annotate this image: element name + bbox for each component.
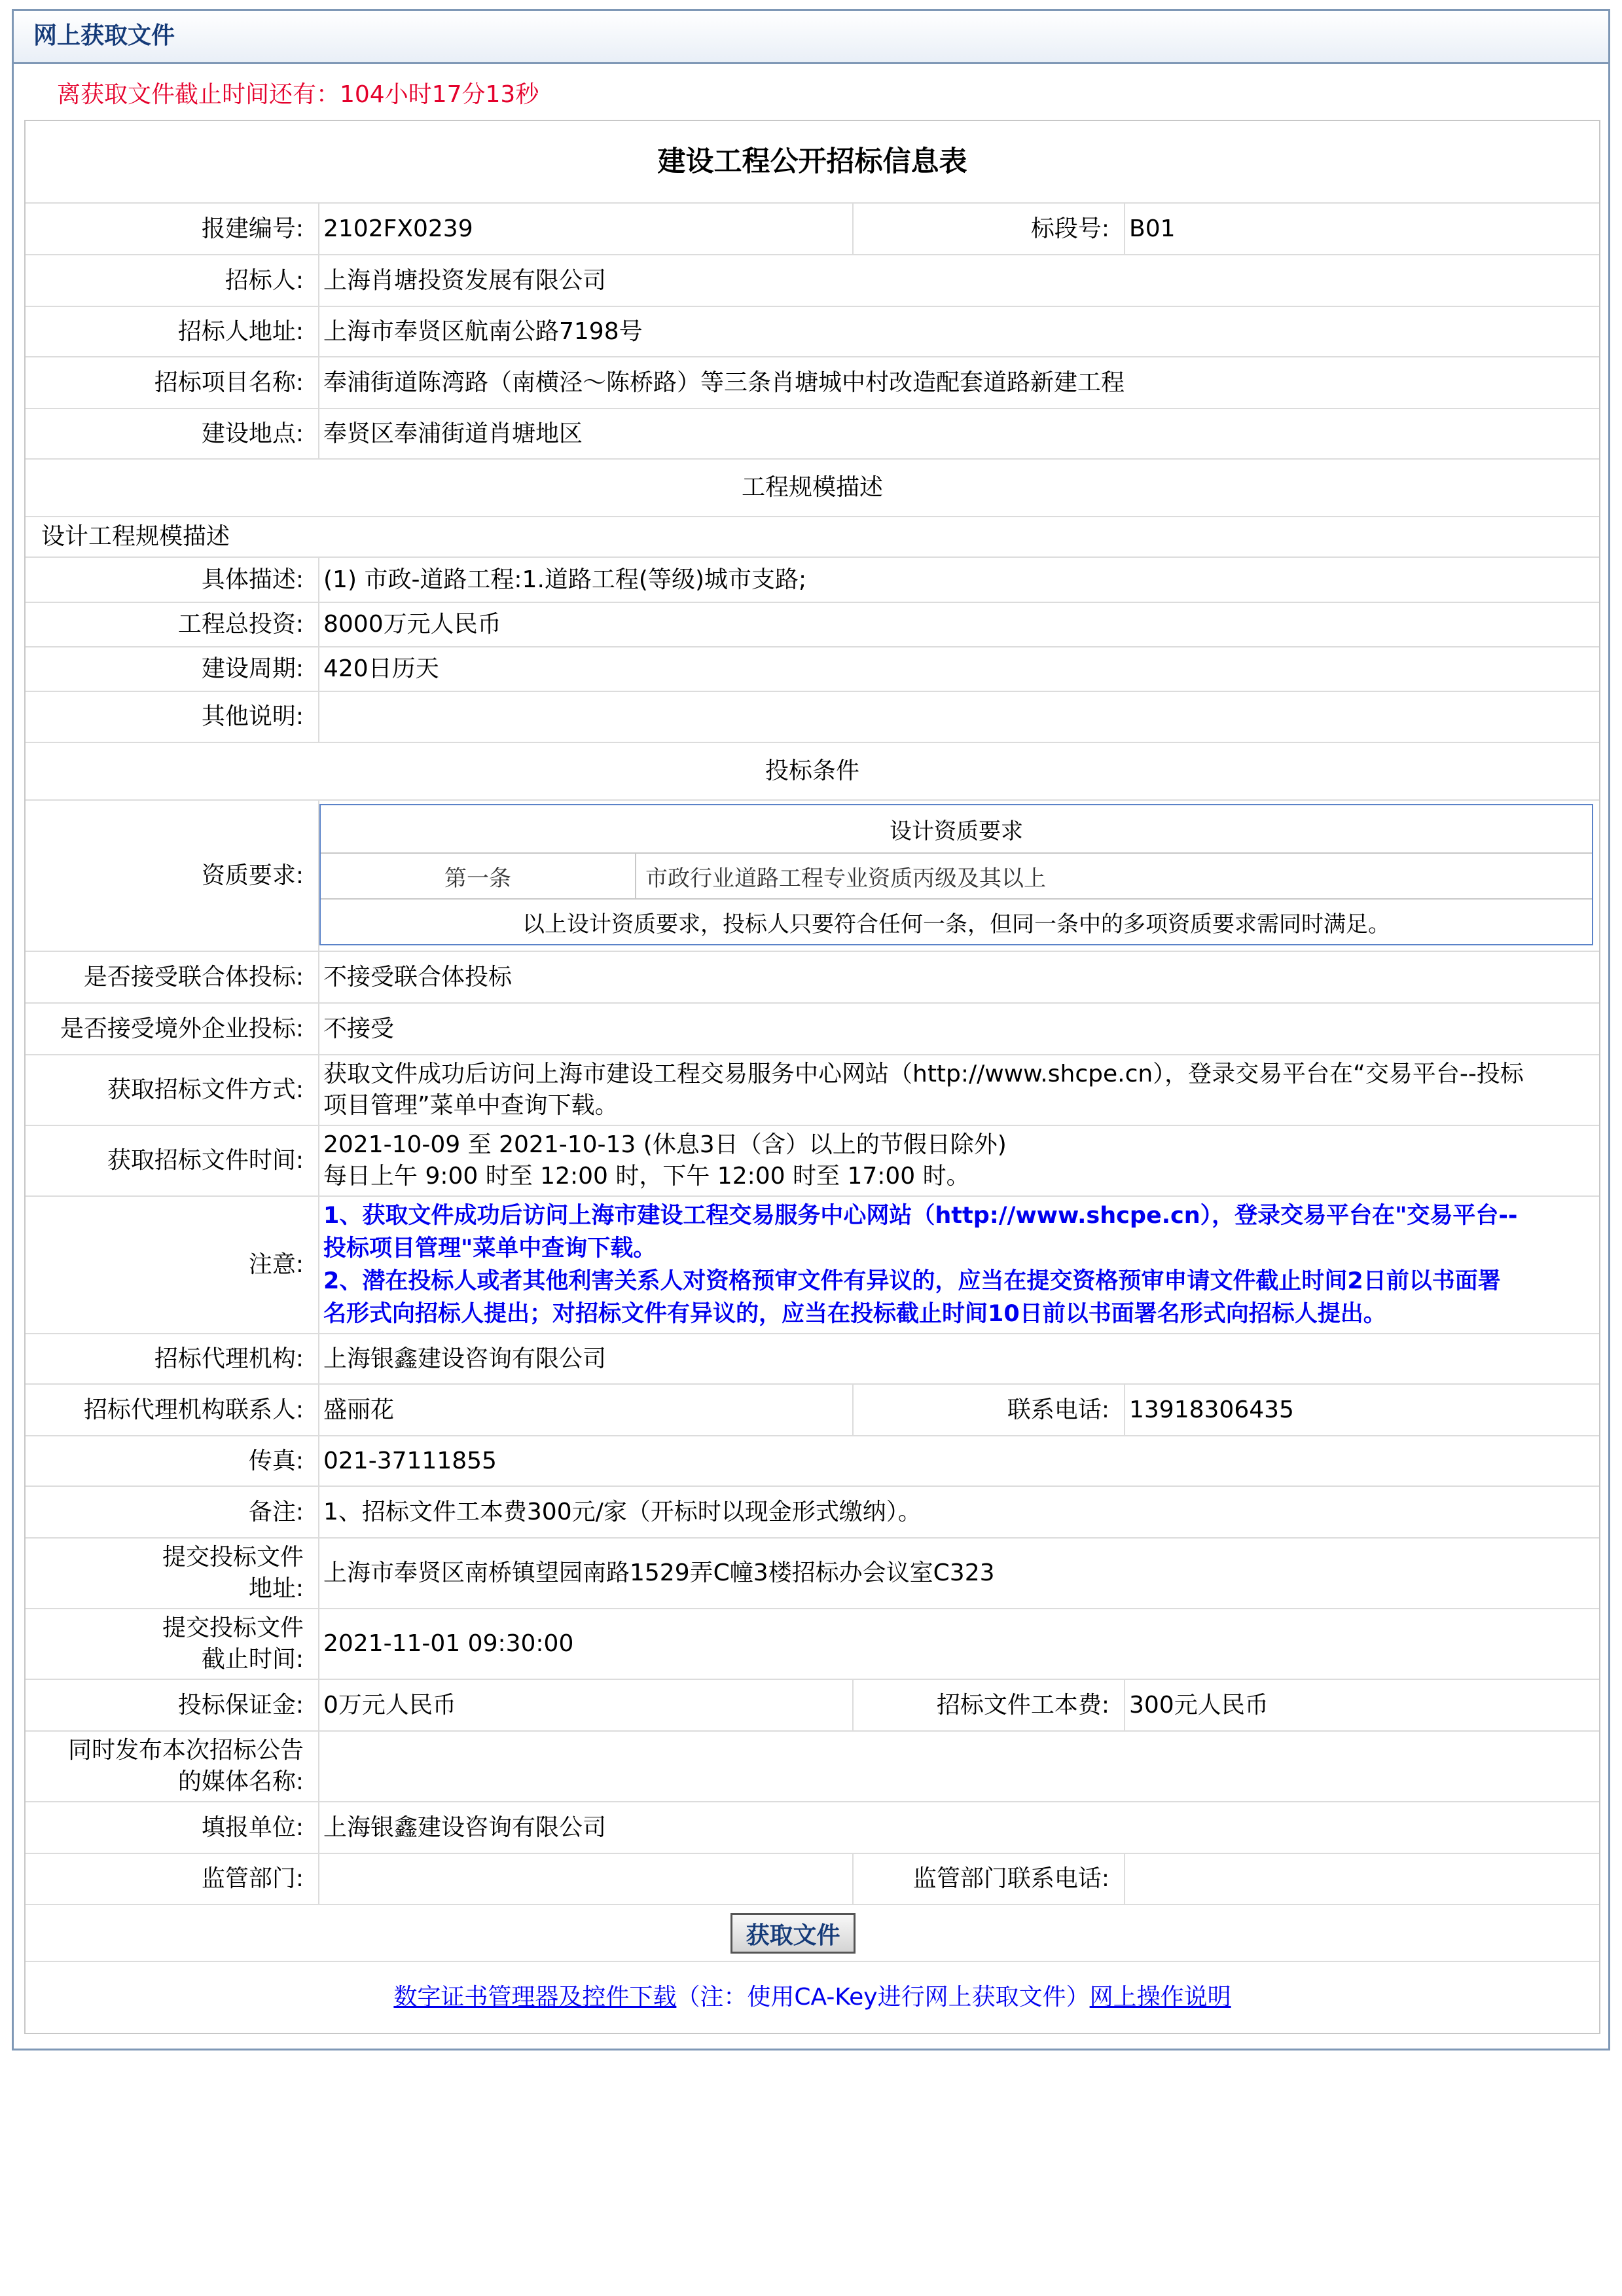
tenderer-value: 上海肖塘投资发展有限公司 xyxy=(323,266,607,294)
table-row xyxy=(26,602,1599,646)
fax-value: 021-37111855 xyxy=(323,1447,497,1474)
footer-links xyxy=(26,1962,1599,2033)
report-no-label: 报建编号: xyxy=(201,215,304,242)
phone-label: 联系电话: xyxy=(1007,1396,1109,1423)
report-no-value: 2102FX0239 xyxy=(323,215,473,242)
contact-value: 盛丽花 xyxy=(323,1396,395,1423)
filler-label: 填报单位: xyxy=(201,1813,304,1841)
investment-value: 8000万元人民币 xyxy=(323,611,501,638)
deadline-label-line: 提交投标文件 xyxy=(162,1614,304,1641)
frame-title: 网上获取文件 xyxy=(33,22,175,49)
submit-address-label-line: 地址: xyxy=(248,1575,304,1602)
phone-value: 13918306435 xyxy=(1129,1396,1294,1423)
footer-row xyxy=(26,1961,1599,2033)
qualification-item-row xyxy=(321,852,1592,898)
contact-label: 招标代理机构联系人: xyxy=(83,1396,304,1423)
media-label-line: 同时发布本次招标公告 xyxy=(67,1737,304,1764)
qualification-table xyxy=(319,804,1593,945)
deadline-label xyxy=(26,1609,318,1679)
submit-address-label xyxy=(26,1539,318,1608)
table-row xyxy=(26,202,1599,254)
foreign-value: 不接受 xyxy=(323,1015,395,1042)
frame-header xyxy=(14,11,1608,64)
deadline-label-line: 截止时间: xyxy=(201,1646,304,1673)
media-label-line: 的媒体名称: xyxy=(177,1768,304,1795)
button-row xyxy=(26,1904,1599,1961)
tenderer-address-label: 招标人地址: xyxy=(177,318,304,345)
time-line: 2021-10-09 至 2021-10-13 (休息3日（含）以上的节假日除外) xyxy=(323,1131,1007,1158)
qualification-title: 设计资质要求 xyxy=(890,818,1023,845)
section-value: B01 xyxy=(1129,215,1176,242)
qualification-note: 以上设计资质要求，投标人只要符合任何一条，但同一条中的多项资质要求需同时满足。 xyxy=(321,898,1592,944)
deadline-value: 2021-11-01 09:30:00 xyxy=(323,1630,574,1657)
notice-label: 注意: xyxy=(248,1251,304,1278)
section-label: 标段号: xyxy=(1030,215,1109,242)
table-row xyxy=(26,408,1599,458)
remark-value: 1、招标文件工本费300元/家（开标时以现金形式缴纳）。 xyxy=(323,1498,922,1525)
table-title-row xyxy=(26,121,1599,202)
fee-value: 300元人民币 xyxy=(1129,1691,1269,1719)
supervisor-phone-value xyxy=(1125,1854,1596,1904)
media-label xyxy=(26,1732,318,1801)
submit-address-value: 上海市奉贤区南桥镇望园南路1529弄C幢3楼招标办会议室C323 xyxy=(323,1559,995,1586)
notice-line: 2、潜在投标人或者其他利害关系人对资格预审文件有异议的，应当在提交资格预审申请文件截止时间2日前以书面署 xyxy=(323,1268,1501,1294)
description-value: (1) 市政-道路工程:1.道路工程(等级)城市支路; xyxy=(323,566,807,593)
period-label: 建设周期: xyxy=(201,655,304,682)
agency-value: 上海银鑫建设咨询有限公司 xyxy=(323,1345,607,1372)
scale-heading-row xyxy=(26,458,1599,516)
conditions-heading: 投标条件 xyxy=(765,757,859,784)
submit-address-label-line: 提交投标文件 xyxy=(162,1544,304,1571)
table-row xyxy=(26,1125,1599,1195)
bond-label: 投标保证金: xyxy=(177,1691,304,1719)
qualification-row xyxy=(26,799,1599,951)
get-file-button[interactable]: 获取文件 xyxy=(730,1913,856,1954)
table-row xyxy=(26,306,1599,356)
tender-info-table xyxy=(24,120,1600,2034)
time-line: 每日上午 9:00 时至 12:00 时，下午 12:00 时至 17:00 时。 xyxy=(323,1163,970,1190)
table-row xyxy=(26,1853,1599,1904)
table-row xyxy=(26,1537,1599,1608)
consortium-value: 不接受联合体投标 xyxy=(323,963,513,991)
table-row xyxy=(26,1485,1599,1537)
table-row xyxy=(26,254,1599,306)
conditions-heading-row xyxy=(26,742,1599,799)
operation-guide-link[interactable]: 网上操作说明 xyxy=(1089,1984,1231,2011)
table-row xyxy=(26,1730,1599,1801)
tenderer-label: 招标人: xyxy=(225,266,304,294)
consortium-label: 是否接受联合体投标: xyxy=(83,963,304,991)
fee-label: 招标文件工本费: xyxy=(936,1691,1109,1719)
method-line: 项目管理”菜单中查询下载。 xyxy=(323,1092,619,1119)
investment-label: 工程总投资: xyxy=(177,611,304,638)
period-value: 420日历天 xyxy=(323,655,439,682)
qualification-item-text: 市政行业道路工程专业资质丙级及其以上 xyxy=(645,865,1046,892)
table-row xyxy=(26,356,1599,408)
agency-label: 招标代理机构: xyxy=(154,1345,304,1372)
table-row xyxy=(26,1801,1599,1853)
method-label: 获取招标文件方式: xyxy=(107,1076,304,1103)
cert-manager-download-link[interactable]: 数字证书管理器及控件下载 xyxy=(393,1984,677,2011)
table-row xyxy=(26,646,1599,691)
table-title: 建设工程公开招标信息表 xyxy=(657,145,967,178)
project-name-label: 招标项目名称: xyxy=(154,369,304,396)
ca-key-note: （注：使用CA-Key进行网上获取文件） xyxy=(676,1984,1090,2011)
table-row xyxy=(26,691,1599,742)
design-scale-heading: 设计工程规模描述 xyxy=(41,523,230,550)
table-row xyxy=(26,1435,1599,1485)
table-row xyxy=(26,1002,1599,1054)
time-label: 获取招标文件时间: xyxy=(107,1147,304,1174)
countdown-text: 离获取文件截止时间还有：104小时17分13秒 xyxy=(57,81,539,108)
table-row xyxy=(26,556,1599,602)
notice-line: 1、获取文件成功后访问上海市建设工程交易服务中心网站（http://www.shcpe.cn），登录交易平台在"交易平台-- xyxy=(323,1203,1518,1229)
project-name-value: 奉浦街道陈湾路（南横泾～陈桥路）等三条肖塘城中村改造配套道路新建工程 xyxy=(323,369,1125,396)
notice-value xyxy=(319,1197,1596,1333)
remark-label: 备注: xyxy=(248,1498,304,1525)
description-label: 具体描述: xyxy=(201,566,304,593)
bond-value: 0万元人民币 xyxy=(323,1691,456,1719)
notice-line: 名形式向招标人提出；对招标文件有异议的，应当在投标截止时间10日前以书面署名形式向招标人提出。 xyxy=(323,1301,1386,1327)
table-row xyxy=(26,951,1599,1002)
site-value: 奉贤区奉浦街道肖塘地区 xyxy=(323,420,583,447)
supervisor-phone-label: 监管部门联系电话: xyxy=(912,1865,1109,1892)
supervisor-value xyxy=(319,1854,852,1904)
table-row xyxy=(26,1608,1599,1679)
scale-heading: 工程规模描述 xyxy=(741,474,883,501)
fax-label: 传真: xyxy=(248,1447,304,1474)
other-label: 其他说明: xyxy=(201,703,304,730)
site-label: 建设地点: xyxy=(201,420,304,447)
qualification-item-no: 第一条 xyxy=(444,865,511,892)
supervisor-label: 监管部门: xyxy=(201,1865,304,1892)
table-row xyxy=(26,1333,1599,1383)
method-line: 获取文件成功后访问上海市建设工程交易服务中心网站（http://www.shcpe.cn），登录交易平台在“交易平台--投标 xyxy=(323,1061,1524,1087)
design-scale-row xyxy=(26,516,1599,556)
method-value xyxy=(319,1055,1596,1125)
time-value xyxy=(319,1126,1596,1195)
filler-value: 上海银鑫建设咨询有限公司 xyxy=(323,1813,607,1841)
table-row xyxy=(26,1383,1599,1435)
qualification-label: 资质要求: xyxy=(201,862,304,889)
table-row xyxy=(26,1054,1599,1125)
other-value xyxy=(319,692,1596,742)
media-value xyxy=(319,1732,1596,1801)
foreign-label: 是否接受境外企业投标: xyxy=(60,1015,304,1042)
tenderer-address-value: 上海市奉贤区航南公路7198号 xyxy=(323,318,643,345)
table-row xyxy=(26,1679,1599,1730)
notice-line: 投标项目管理"菜单中查询下载。 xyxy=(323,1235,657,1262)
table-row xyxy=(26,1195,1599,1333)
